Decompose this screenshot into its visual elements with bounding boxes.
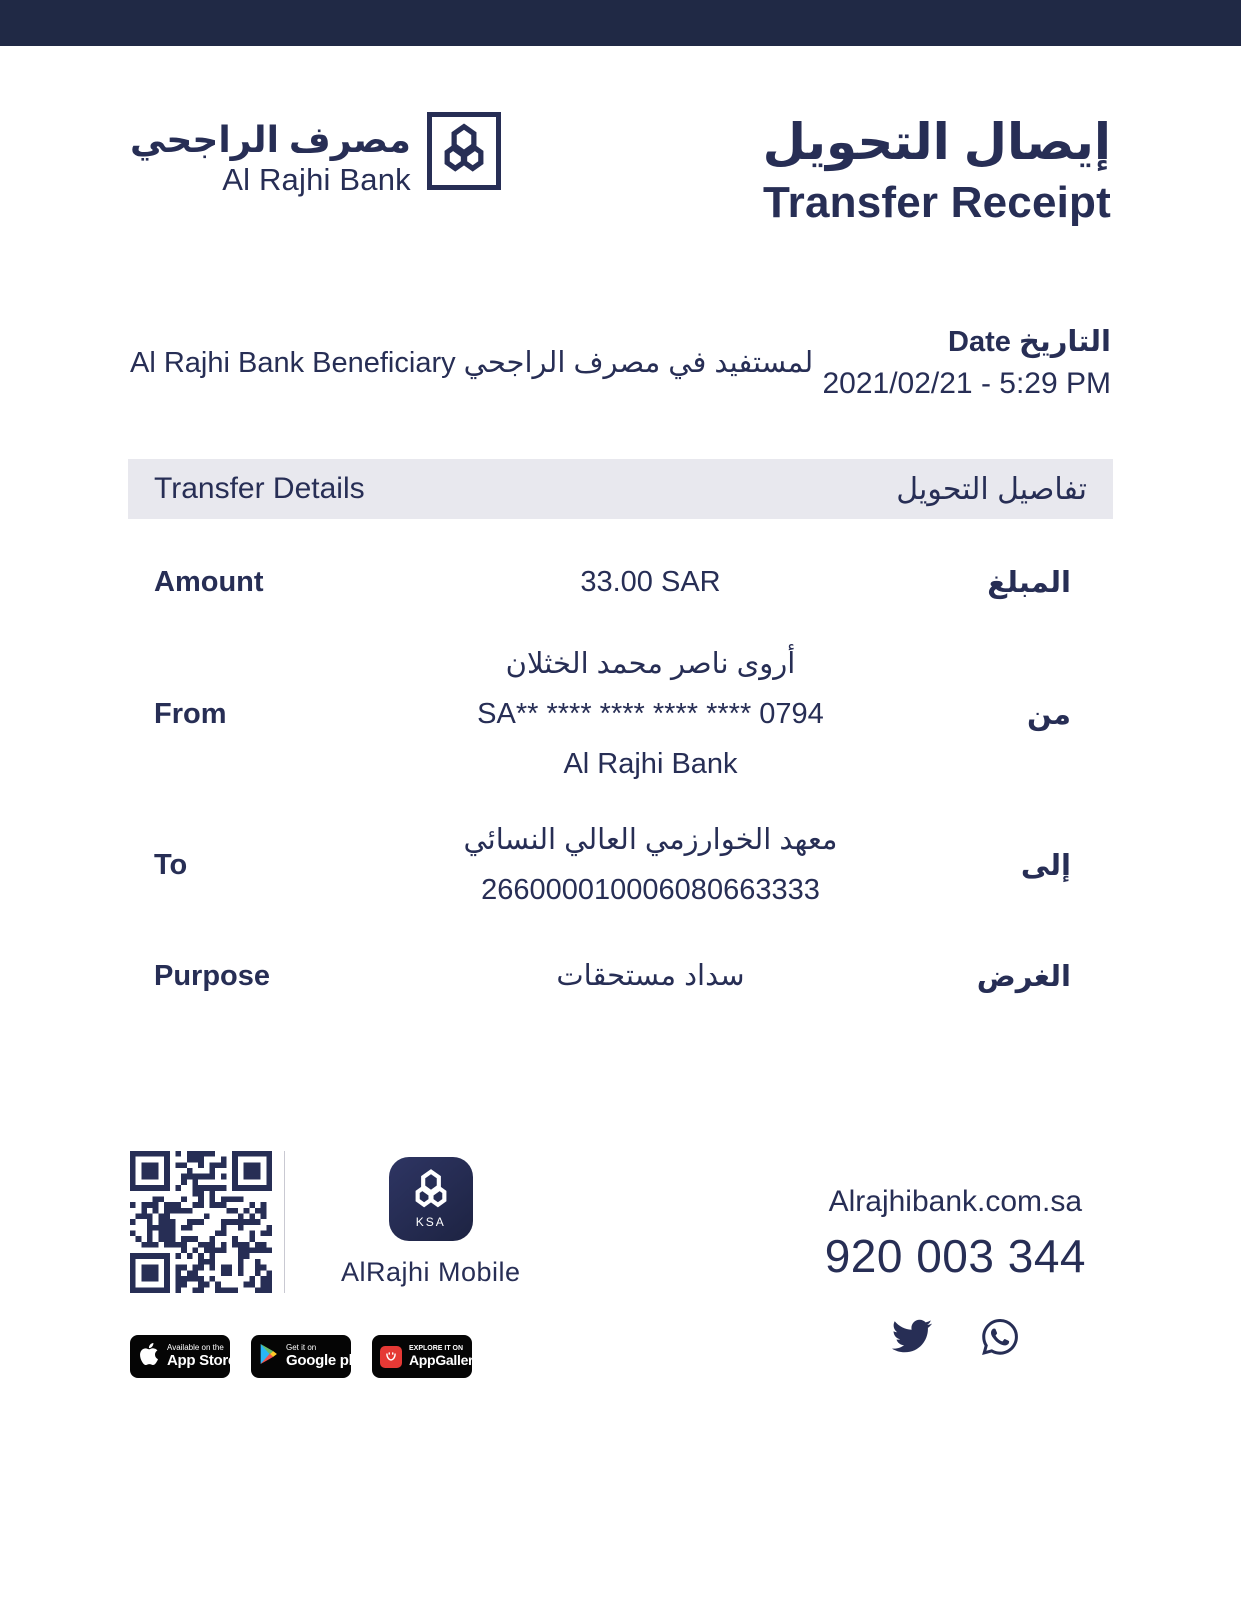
date-label: التاريخ Date <box>948 326 1111 358</box>
google-play-badge[interactable]: Get it on Google play <box>251 1335 351 1378</box>
recipient-name: معهد الخوارزمي العالي النسائي <box>463 824 838 856</box>
bank-emblem-icon <box>427 112 501 190</box>
details-header-arabic: تفاصيل التحويل <box>896 472 1087 506</box>
date-value: 2021/02/21 - 5:29 PM <box>822 367 1111 400</box>
page-title-arabic: إيصال التحويل <box>762 114 1111 170</box>
header <box>130 112 1111 228</box>
purpose-label-ar: الغرض <box>976 960 1071 993</box>
recipient-account: 266000010006080663333 <box>481 874 820 906</box>
row-to <box>128 789 1113 915</box>
bank-logo-arabic: مصرف الراجحي <box>130 119 411 160</box>
bank-logo-english: Al Rajhi Bank <box>222 162 411 197</box>
whatsapp-icon[interactable] <box>982 1319 1018 1355</box>
details-header-bar <box>128 459 1113 519</box>
sender-name: أروى ناصر محمد الخثلان <box>505 648 796 680</box>
website-link[interactable]: Alrajhibank.com.sa <box>828 1185 1083 1218</box>
purpose-label-en: Purpose <box>154 959 271 992</box>
to-label-en: To <box>154 848 188 881</box>
sender-masked-account: SA** **** **** **** **** 0794 <box>477 698 824 730</box>
apple-icon <box>138 1343 160 1370</box>
phone-number: 920 003 344 <box>824 1230 1086 1282</box>
footer <box>130 1151 1086 1378</box>
to-label-ar: إلى <box>1020 849 1071 882</box>
appgallery-badge[interactable]: EXPLORE IT ON AppGallery <box>372 1335 472 1378</box>
app-store-badge[interactable]: Available on the App Store <box>130 1335 230 1378</box>
huawei-icon <box>380 1346 402 1368</box>
store-badges <box>130 1335 521 1378</box>
google-play-icon <box>259 1343 279 1370</box>
row-purpose <box>128 915 1113 1009</box>
app-name: AlRajhi Mobile <box>341 1256 521 1287</box>
amount-value: 33.00 SAR <box>580 566 721 598</box>
from-label-ar: من <box>1026 698 1071 731</box>
ksa-label: KSA <box>415 1215 446 1229</box>
vertical-divider <box>284 1151 285 1293</box>
amount-label-en: Amount <box>154 565 264 598</box>
row-from <box>128 615 1113 789</box>
top-accent-bar <box>0 0 1241 46</box>
from-label-en: From <box>154 697 227 730</box>
details-rows <box>128 519 1113 1009</box>
sender-bank: Al Rajhi Bank <box>563 748 738 780</box>
page-title <box>763 112 1111 228</box>
social-icons <box>825 1319 1086 1355</box>
beneficiary-note: Al Rajhi Bank Beneficiary لمستفيد في مصرف الراجحي <box>130 347 814 379</box>
amount-label-ar: المبلغ <box>987 566 1071 599</box>
alrajhi-mobile-app-icon <box>389 1157 473 1241</box>
date-section <box>130 324 1111 401</box>
twitter-icon[interactable] <box>892 1319 932 1355</box>
page-title-english: Transfer Receipt <box>762 178 1111 227</box>
details-header-english: Transfer Details <box>154 472 365 505</box>
bank-logo <box>130 112 501 198</box>
qr-code <box>130 1151 272 1293</box>
row-amount <box>128 519 1113 615</box>
purpose-value: سداد مستحقات <box>556 960 745 992</box>
